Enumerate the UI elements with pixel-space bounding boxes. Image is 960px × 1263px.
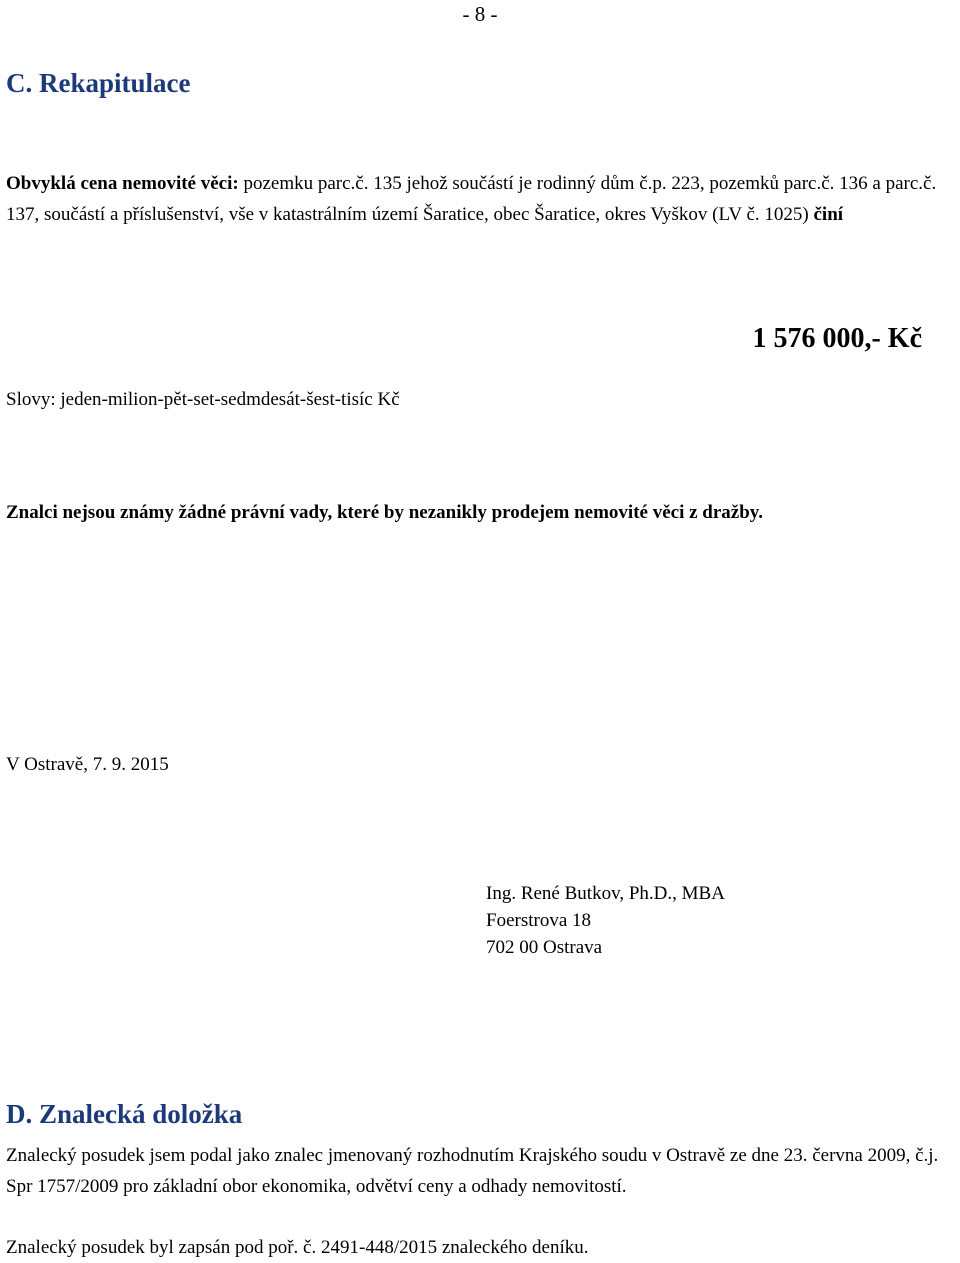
section-d-title: D. Znalecká doložka bbox=[6, 1099, 243, 1129]
place-and-date: V Ostravě, 7. 9. 2015 bbox=[6, 754, 169, 775]
valuation-price: 1 576 000,- Kč bbox=[752, 323, 922, 354]
valuation-paragraph bbox=[6, 168, 956, 230]
price-in-words: Slovy: jeden-milion-pět-set-sedmdesát-šest-tisíc Kč bbox=[6, 389, 400, 410]
legal-defects-notice: Znalci nejsou známy žádné právní vady, které by nezanikly prodejem nemovité věci z dražby. bbox=[6, 502, 763, 523]
valuation-tail: činí bbox=[808, 204, 844, 225]
signature-city: 702 00 Ostrava bbox=[486, 937, 603, 958]
expert-clause-text: Znalecký posudek jsem podal jako znalec jmenovaný rozhodnutím Krajského soudu v Ostravě ze dne 23. června 2009, č.j. Spr 1757/2009 pro základní obor ekonomika, odvětví ceny a odhady nemovitostí. bbox=[6, 1145, 939, 1197]
section-c-title: C. Rekapitulace bbox=[6, 68, 191, 98]
valuation-lead: Obvyklá cena nemovité věci: bbox=[6, 173, 239, 194]
expert-record: Znalecký posudek byl zapsán pod poř. č. 2491-448/2015 znaleckého deníku. bbox=[6, 1237, 589, 1258]
signature-name: Ing. René Butkov, Ph.D., MBA bbox=[486, 883, 725, 904]
signature-street: Foerstrova 18 bbox=[486, 910, 592, 931]
valuation-description: pozemku parc.č. 135 jehož součástí je rodinný dům č.p. 223, pozemků parc.č. 136 a parc.č. 137, součástí a příslušenství, vše v katastrálním území Šaratice, obec Šaratice, okres Vyškov (LV č. 1025) bbox=[6, 173, 937, 225]
page-number: - 8 - bbox=[462, 2, 498, 26]
